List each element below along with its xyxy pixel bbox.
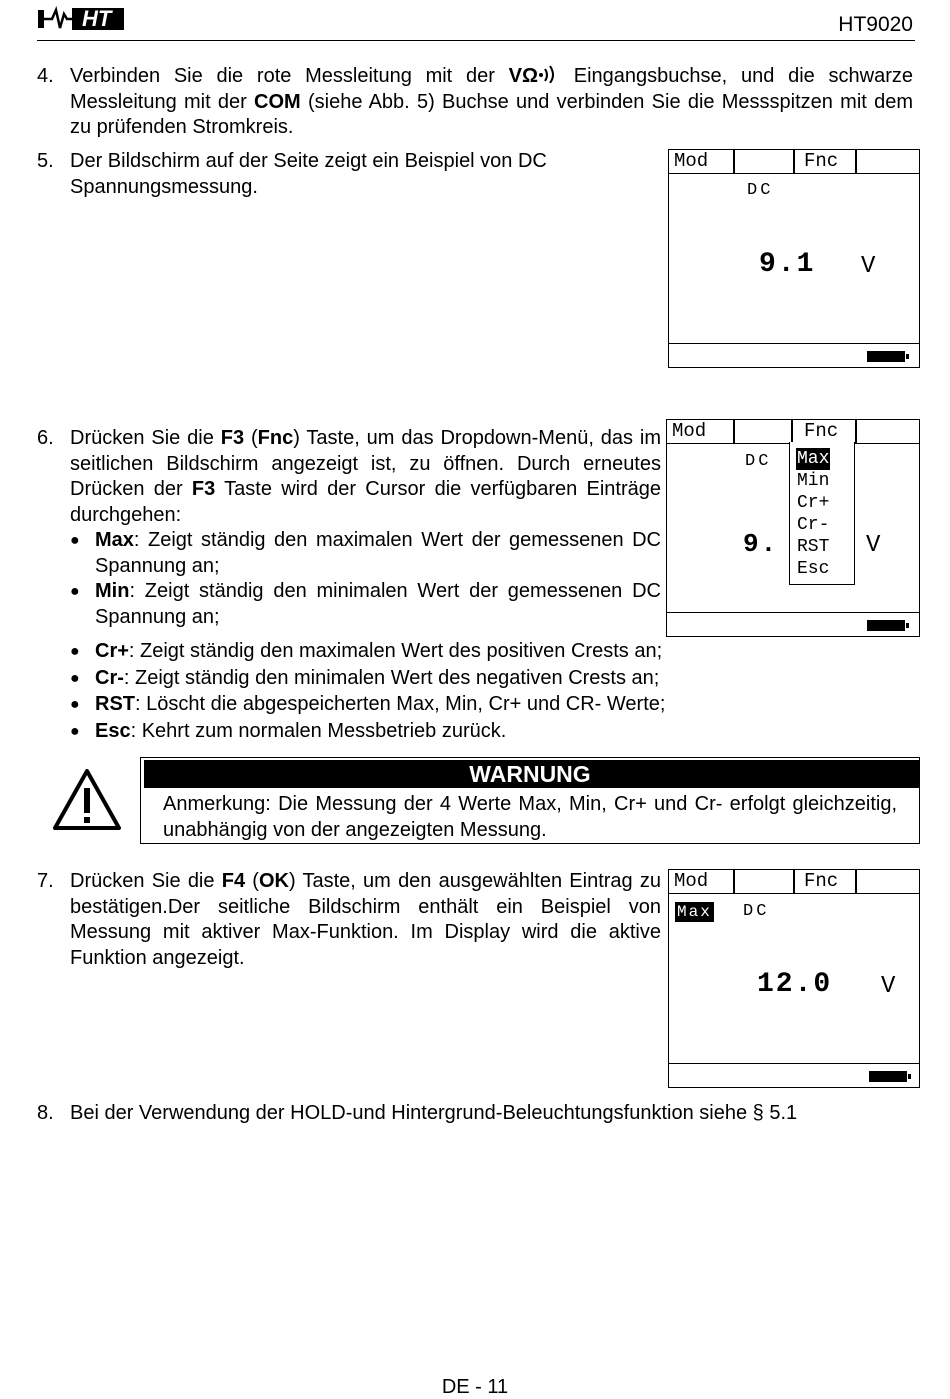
softkey-divider — [793, 870, 795, 893]
page-number: DE - 11 — [441, 1376, 509, 1398]
mode-label: DC — [745, 452, 772, 471]
reading-value: 12.0 — [757, 969, 833, 1000]
buzzer-icon — [538, 65, 560, 83]
screen-top-bar — [667, 420, 919, 444]
bullet-icon: ● — [70, 583, 80, 600]
step-6-number: 6. — [37, 427, 54, 449]
reading-value: 9.1 — [759, 249, 816, 280]
screen-bottom-bar — [669, 1063, 919, 1087]
mod-softkey: Mod — [672, 420, 707, 442]
bullet-text: : Löscht die abgespeicherten Max, Min, Cr+ und CR- Werte; — [135, 693, 666, 715]
active-function-badge: Max — [677, 903, 712, 921]
function-dropdown-menu[interactable] — [789, 442, 855, 585]
step-7-part: ) Taste, um den ausgewählten Eintrag zu bestätigen.Der seitliche Bildschirm enthält ein Beispiel von Messung mit aktiver Max-Funktion. Im Display wird die aktive Funktion angezeigt. — [70, 870, 662, 969]
display-screen-menu — [666, 419, 920, 637]
step-7-text — [70, 869, 661, 971]
menu-item-max[interactable]: Max — [797, 449, 830, 469]
fnc-softkey: Fnc — [804, 150, 839, 172]
warning-text: Anmerkung: Die Messung der 4 Werte Max, Min, Cr+ und Cr- erfolgt gleichzeitig, unabhängig von der angezeigten Messung. — [163, 793, 897, 841]
warning-triangle-icon — [52, 768, 122, 831]
bullet-icon: ● — [70, 670, 80, 687]
bullet-key: Min — [95, 580, 130, 602]
bullet-key: Esc — [95, 720, 131, 742]
menu-item-esc[interactable]: Esc — [797, 559, 830, 579]
softkey-divider — [791, 420, 793, 443]
step-6-part: Drücken Sie die — [70, 427, 221, 449]
reading-value: 9. — [743, 529, 779, 559]
header-model: HT9020 — [838, 13, 913, 36]
bullet-crplus — [95, 639, 915, 665]
battery-icon — [867, 620, 905, 631]
fnc-softkey: Fnc — [804, 870, 839, 892]
bullet-crminus — [95, 666, 915, 692]
bullet-icon: ● — [70, 532, 80, 549]
battery-icon — [869, 1071, 907, 1082]
mod-softkey: Mod — [674, 150, 709, 172]
step-5-number: 5. — [37, 150, 54, 172]
header-rule — [37, 40, 915, 41]
softkey-divider — [855, 150, 857, 173]
fnc-key: Fnc — [257, 427, 294, 449]
screen-top-bar — [669, 150, 919, 174]
step-6-text — [70, 426, 661, 528]
step-7-number: 7. — [37, 870, 54, 892]
softkey-divider — [733, 150, 735, 173]
step-5-text: Der Bildschirm auf der Seite zeigt ein Beispiel von DC Spannungsmessung. — [70, 150, 547, 198]
bullet-icon: ● — [70, 723, 80, 740]
softkey-divider — [855, 420, 857, 443]
bullet-text: : Zeigt ständig den maximalen Wert der gemessenen DC Spannung an; — [95, 529, 661, 577]
mod-softkey: Mod — [674, 870, 709, 892]
input-symbol: VΩ — [508, 65, 539, 87]
step-8-text: Bei der Verwendung der HOLD-und Hintergrund-Beleuchtungsfunktion siehe § 5.1 — [70, 1102, 798, 1124]
softkey-divider — [733, 420, 735, 443]
ok-key: OK — [258, 870, 289, 892]
menu-item-rst[interactable]: RST — [797, 537, 830, 557]
bullet-min — [95, 579, 661, 630]
bullet-key: Cr+ — [95, 640, 129, 662]
reading-unit: V — [861, 253, 876, 280]
display-screen-max — [668, 869, 920, 1088]
com-label: COM — [254, 90, 301, 113]
screen-bottom-bar — [667, 612, 919, 636]
f3-key: F3 — [220, 427, 245, 449]
softkey-divider — [733, 870, 735, 893]
bullet-key: Max — [95, 529, 134, 551]
bullet-key: Cr- — [95, 667, 124, 689]
step-4-part: (siehe Abb. 5) Buchse und verbinden Sie die Messspitzen mit dem zu prüfenden Stromkreis. — [70, 90, 913, 138]
bullet-text: : Zeigt ständig den maximalen Wert des positiven Crests an; — [128, 640, 663, 662]
warning-box — [140, 757, 920, 844]
menu-item-crplus[interactable]: Cr+ — [797, 493, 830, 513]
mode-label: DC — [743, 902, 770, 921]
bullet-key: RST — [95, 693, 135, 715]
step-4-part: Eingangsbuchse, und die schwarze Messleitung mit der — [70, 65, 913, 113]
bullet-max — [95, 528, 661, 579]
display-screen-dc — [668, 149, 920, 368]
step-6-part: ( — [244, 427, 258, 449]
step-7-part: Drücken Sie die — [70, 870, 222, 892]
battery-icon — [867, 351, 905, 362]
bullet-icon: ● — [70, 643, 80, 660]
screen-top-bar — [669, 870, 919, 894]
step-4-number: 4. — [37, 65, 54, 87]
bullet-esc — [95, 719, 915, 745]
bullet-rst — [95, 692, 915, 718]
step-8-number: 8. — [37, 1102, 54, 1124]
bullet-text: : Zeigt ständig den minimalen Wert des negativen Crests an; — [123, 667, 660, 689]
menu-item-min[interactable]: Min — [797, 471, 830, 491]
bullet-text: : Zeigt ständig den minimalen Wert der gemessenen DC Spannung an; — [95, 580, 661, 628]
softkey-divider — [793, 150, 795, 173]
mode-label: DC — [747, 181, 774, 200]
step-7-part: ( — [245, 870, 259, 892]
step-4-part: Verbinden Sie die rote Messleitung mit der — [70, 65, 509, 87]
bullet-icon: ● — [70, 696, 80, 713]
f3-key: F3 — [191, 478, 216, 500]
bullet-text: : Kehrt zum normalen Messbetrieb zurück. — [130, 720, 507, 742]
reading-unit: V — [881, 973, 896, 1000]
screen-bottom-bar — [669, 343, 919, 367]
softkey-divider — [855, 870, 857, 893]
menu-item-crminus[interactable]: Cr- — [797, 515, 830, 535]
fnc-softkey: Fnc — [804, 420, 839, 442]
ht-logo — [38, 4, 128, 32]
warning-title: WARNUNG — [469, 761, 591, 787]
step-6-part: ) Taste, um das Dropdown-Menü, das im seitlichen Bildschirm angezeigt ist, zu öffnen. Durch erneutes Drücken der — [70, 427, 662, 500]
step-4-text — [70, 64, 913, 141]
step-6-part: Taste wird der Cursor die verfügbaren Einträge durchgehen: — [70, 478, 662, 526]
logo-text: HT — [82, 6, 112, 31]
reading-unit: V — [866, 532, 881, 559]
f4-key: F4 — [221, 870, 246, 892]
